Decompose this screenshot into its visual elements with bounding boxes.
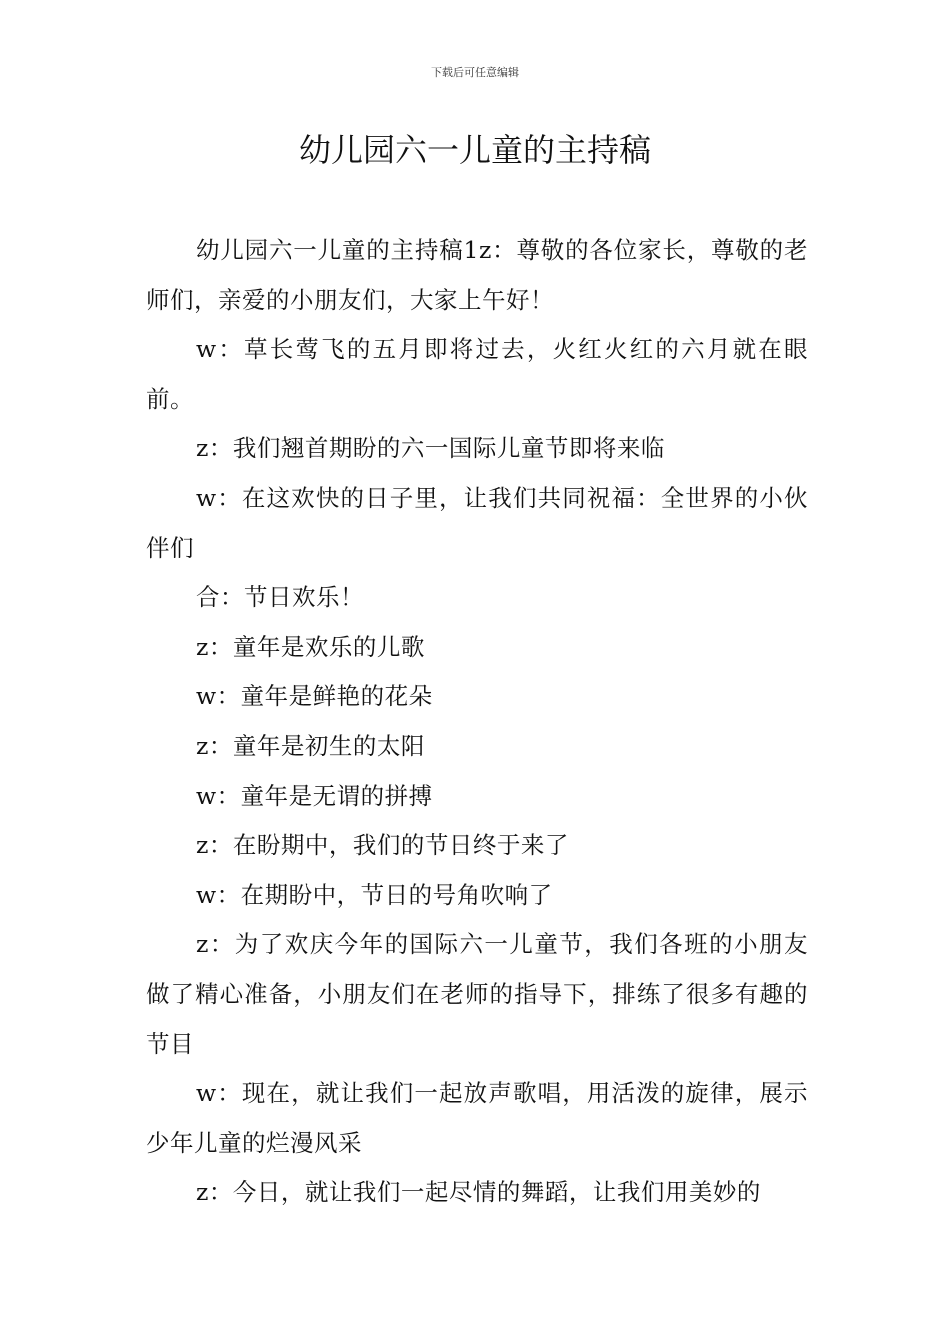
document-title: 幼儿园六一儿童的主持稿 <box>298 131 651 169</box>
paragraph: w：在期盼中，节日的号角吹响了 <box>196 880 553 909</box>
paragraph: w：草长莺飞的五月即将过去，火红火红的六月就在眼前。 <box>146 335 808 413</box>
paragraph: 合：节日欢乐！ <box>196 583 364 612</box>
paragraph: z：童年是初生的太阳 <box>196 731 425 760</box>
paragraph: 幼儿园六一儿童的主持稿1z：尊敬的各位家长，尊敬的老师们，亲爱的小朋友们，大家上午好！ <box>146 236 808 314</box>
paragraph: z：在盼期中，我们的节日终于来了 <box>196 831 569 860</box>
header-note: 下载后可任意编辑 <box>431 66 519 79</box>
paragraph: w：童年是无谓的拼搏 <box>196 781 433 810</box>
paragraph: w：童年是鲜艳的花朵 <box>196 682 433 711</box>
paragraph: z：为了欢庆今年的国际六一儿童节，我们各班的小朋友做了精心准备，小朋友们在老师的指导下，排练了很多有趣的节目 <box>146 930 808 1058</box>
paragraph: z：童年是欢乐的儿歌 <box>196 632 425 661</box>
paragraph: w：现在，就让我们一起放声歌唱，用活泼的旋律，展示少年儿童的烂漫风采 <box>146 1079 808 1157</box>
paragraph: w：在这欢快的日子里，让我们共同祝福：全世界的小伙伴们 <box>146 483 808 562</box>
paragraph: z：今日，就让我们一起尽情的舞蹈，让我们用美妙的 <box>196 1178 761 1207</box>
document-body <box>146 226 808 1218</box>
paragraph: z：我们翘首期盼的六一国际儿童节即将来临 <box>196 434 665 463</box>
